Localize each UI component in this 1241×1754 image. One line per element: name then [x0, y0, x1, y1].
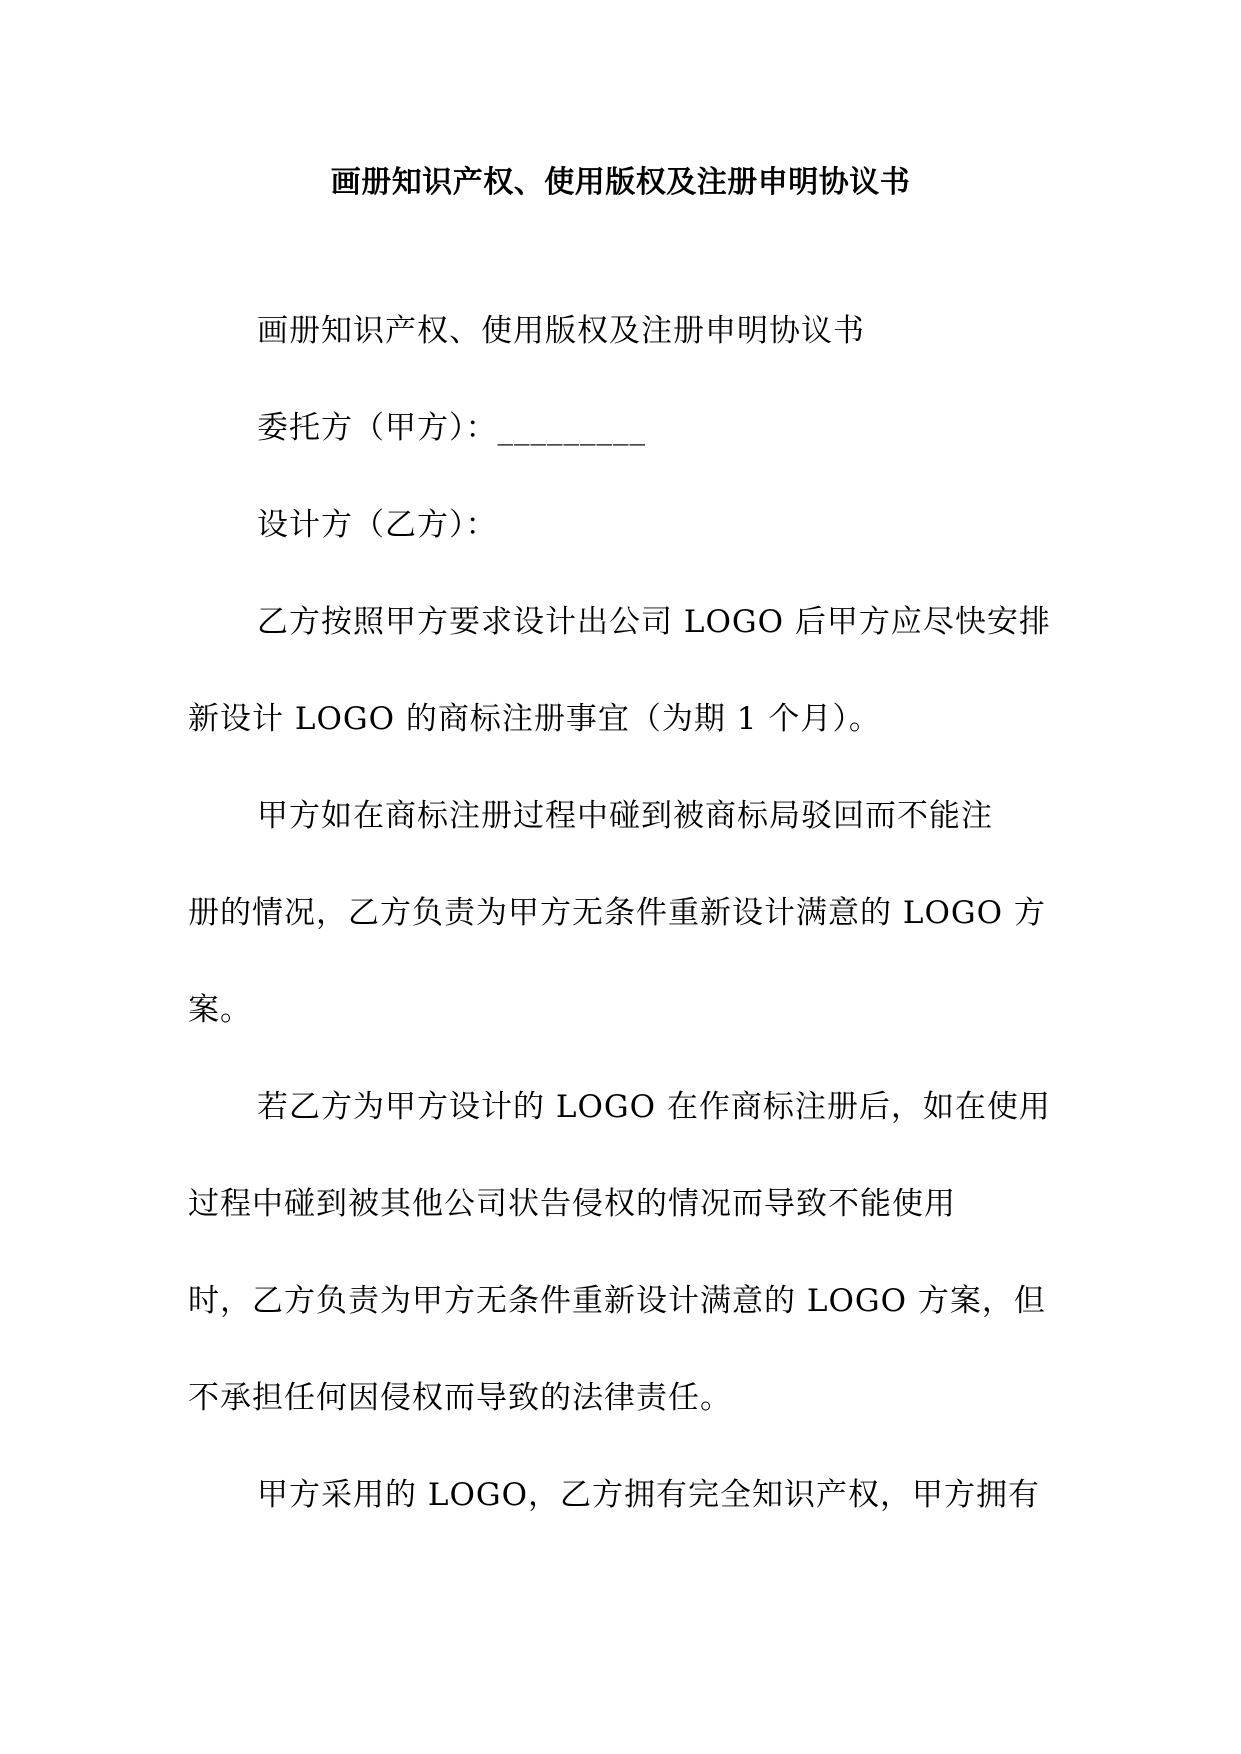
designer-party-line: 设计方（乙方）：	[257, 507, 498, 543]
subtitle-line: 画册知识产权、使用版权及注册申明协议书	[257, 313, 865, 349]
paragraph-2-line-1: 甲方如在商标注册过程中碰到被商标局驳回而不能注	[257, 798, 993, 834]
client-party-line: 委托方（甲方）：_________	[257, 410, 646, 446]
paragraph-3-line-2: 过程中碰到被其他公司状告侵权的情况而导致不能使用	[188, 1186, 956, 1222]
paragraph-2-line-2: 册的情况，乙方负责为甲方无条件重新设计满意的 LOGO 方	[188, 895, 1046, 931]
paragraph-3-line-1: 若乙方为甲方设计的 LOGO 在作商标注册后，如在使用	[257, 1089, 1051, 1125]
paragraph-3-line-4: 不承担任何因侵权而导致的法律责任。	[188, 1380, 732, 1416]
paragraph-1-line-2: 新设计 LOGO 的商标注册事宜（为期 1 个月）。	[188, 701, 881, 737]
paragraph-1-line-1: 乙方按照甲方要求设计出公司 LOGO 后甲方应尽快安排	[257, 604, 1051, 640]
paragraph-4-line-1: 甲方采用的 LOGO，乙方拥有完全知识产权，甲方拥有	[257, 1477, 1041, 1513]
paragraph-3-line-3: 时，乙方负责为甲方无条件重新设计满意的 LOGO 方案，但	[188, 1283, 1046, 1319]
document-title: 画册知识产权、使用版权及注册申明协议书	[330, 165, 911, 200]
paragraph-2-line-3: 案。	[188, 992, 252, 1028]
